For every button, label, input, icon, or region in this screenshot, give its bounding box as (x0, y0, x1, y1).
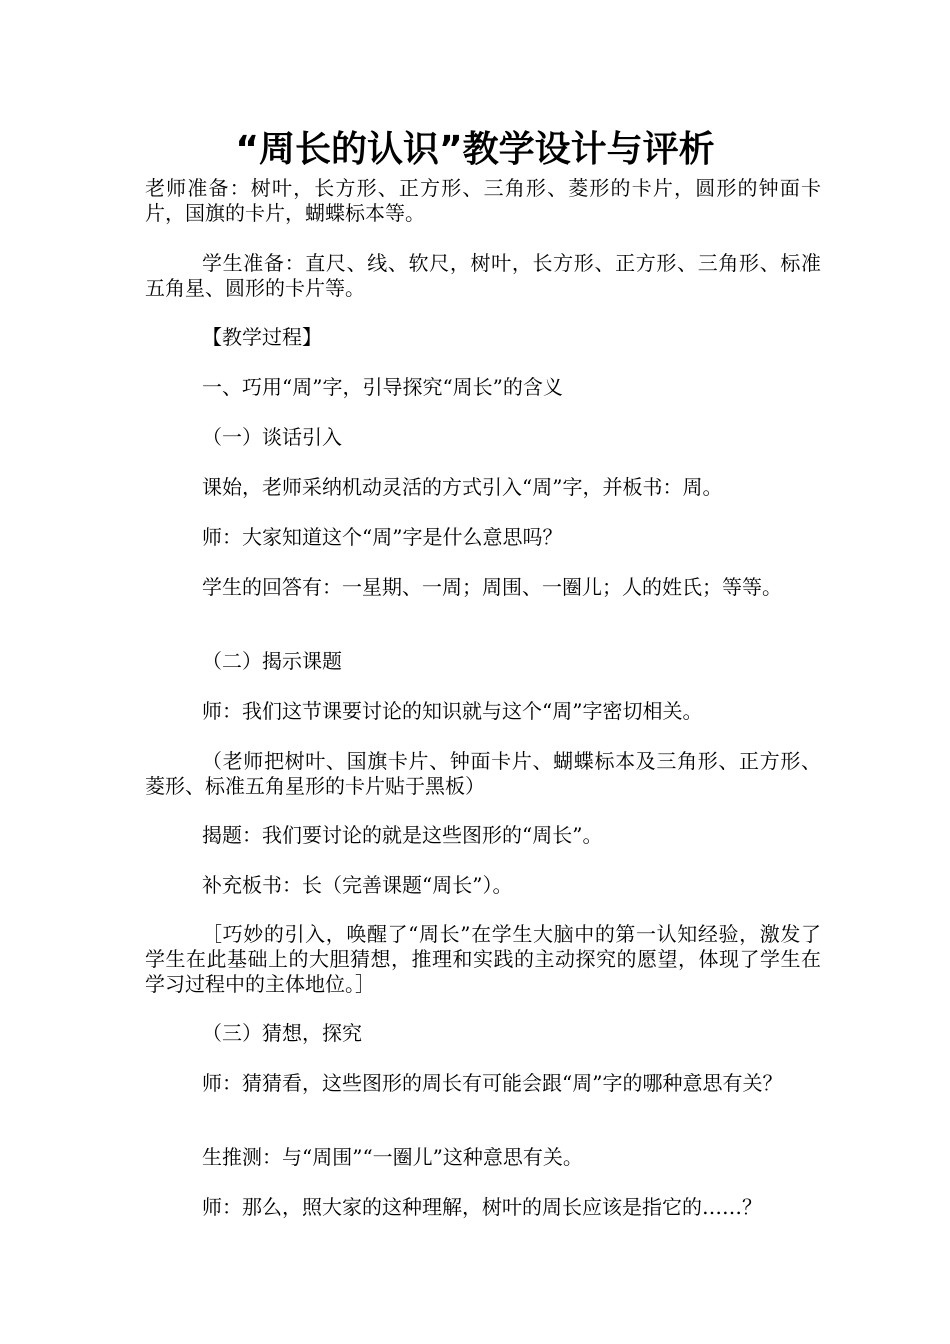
paragraph-student-answers: 学生的回答有：一星期、一周；周围、一圈儿；人的姓氏；等等。 (202, 575, 782, 599)
paragraph-teacher-prep: 老师准备：树叶，长方形、正方形、三角形、菱形的卡片，圆形的钟面卡片，国旗的卡片，蝴蝶标本等。 (145, 176, 821, 225)
paragraph-student-guess: 生推测：与“周围”“一圈儿”这种意思有关。 (202, 1145, 583, 1169)
paragraph-subsection-1: （一）谈话引入 (202, 425, 342, 449)
paragraph-teacher-question: 师：大家知道这个“周”字是什么意思吗？ (202, 525, 563, 549)
paragraph-subsection-2: （二）揭示课题 (202, 649, 342, 673)
paragraph-student-prep: 学生准备：直尺、线、软尺，树叶，长方形、正方形、三角形、标准五角星、圆形的卡片等。 (145, 251, 821, 300)
paragraph-process-heading: 【教学过程】 (202, 325, 322, 349)
paragraph-section-1: 一、巧用“周”字，引导探究“周长”的含义 (202, 375, 563, 399)
paragraph-commentary: ［巧妙的引入，唤醒了“周长”在学生大脑中的第一认知经验，激发了学生在此基础上的大胆猜想，推理和实践的主动探究的愿望，体现了学生在学习过程中的主体地位。］ (145, 922, 821, 996)
paragraph-teacher-leaf: 师：那么，照大家的这种理解，树叶的周长应该是指它的……？ (202, 1195, 762, 1219)
paragraph-subsection-3: （三）猜想，探究 (202, 1021, 362, 1045)
paragraph-teacher-topic: 师：我们这节课要讨论的知识就与这个“周”字密切相关。 (202, 699, 703, 723)
paragraph-intro: 课始，老师采纳机动灵活的方式引入“周”字，并板书：周。 (202, 475, 723, 499)
paragraph-board-supplement: 补充板书：长（完善课题“周长”）。 (202, 873, 513, 897)
document-title: “周长的认识”教学设计与评析 (235, 129, 715, 170)
paragraph-reveal-topic: 揭题：我们要讨论的就是这些图形的“周长”。 (202, 823, 603, 847)
paragraph-board-cards: （老师把树叶、国旗卡片、钟面卡片、蝴蝶标本及三角形、正方形、菱形、标准五角星形的卡片贴于黑板） (145, 749, 821, 798)
paragraph-teacher-guess: 师：猜猜看，这些图形的周长有可能会跟“周”字的哪种意思有关？ (202, 1071, 783, 1095)
